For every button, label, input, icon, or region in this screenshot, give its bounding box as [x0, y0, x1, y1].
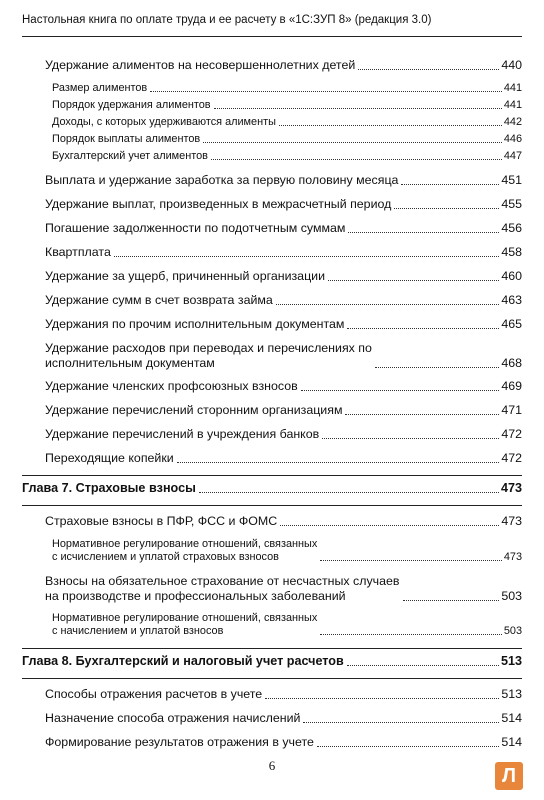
toc-section[interactable]	[22, 735, 522, 750]
toc-entry-title: Размер алиментов	[52, 82, 148, 94]
toc-subsection[interactable]	[22, 538, 522, 564]
dot-leader	[322, 438, 499, 439]
toc-entry-page: 472	[501, 427, 522, 441]
dot-leader	[345, 414, 499, 415]
toc-entry-page: 451	[501, 173, 522, 187]
toc-section[interactable]	[22, 221, 522, 236]
toc-entry-page: 473	[503, 551, 522, 563]
toc-section[interactable]	[22, 574, 522, 604]
toc-entry-title: Бухгалтерский учет алиментов	[52, 150, 208, 162]
toc-subsection[interactable]	[22, 116, 522, 129]
toc-entry-title: Удержание перечислений сторонним организациям	[45, 403, 343, 417]
dot-leader	[348, 232, 499, 233]
dot-leader	[211, 159, 502, 160]
toc-entry-title: Удержание перечислений в учреждения банков	[45, 427, 320, 441]
toc-entry-title: Порядок выплаты алиментов	[52, 133, 201, 145]
toc-entry-page: 469	[501, 379, 522, 393]
toc-entry-page: 447	[503, 150, 522, 162]
toc-entry-page: 441	[503, 99, 522, 111]
header-rule	[22, 36, 522, 37]
toc-subsection[interactable]	[22, 612, 522, 638]
toc-entry-page: 446	[503, 133, 522, 145]
dot-leader	[279, 125, 502, 126]
dot-leader	[114, 256, 499, 257]
toc-section[interactable]	[22, 173, 522, 188]
dot-leader	[401, 184, 499, 185]
toc-entry-page: 440	[501, 58, 522, 72]
dot-leader	[320, 560, 502, 561]
toc-entry-title: Переходящие копейки	[45, 451, 174, 465]
toc-entry-page: 514	[501, 735, 522, 749]
toc-entry-title: Глава 7. Страховые взносы	[22, 481, 196, 495]
dot-leader	[375, 367, 499, 368]
dot-leader	[276, 304, 500, 305]
toc-entry-title: Доходы, с которых удерживаются алименты	[52, 116, 276, 128]
dot-leader	[199, 492, 499, 493]
toc-chapter[interactable]	[22, 475, 522, 506]
toc-entry-title: Удержание членских профсоюзных взносов	[45, 379, 298, 393]
toc-section[interactable]	[22, 317, 522, 332]
toc-entry-page: 514	[501, 711, 522, 725]
toc-entry-title: Нормативное регулирование отношений, связанных с начислением и уплатой взносов	[52, 612, 318, 637]
toc-subsection[interactable]	[22, 99, 522, 112]
dot-leader	[347, 328, 499, 329]
toc-subsection[interactable]	[22, 150, 522, 163]
toc-section[interactable]	[22, 293, 522, 308]
dot-leader	[280, 525, 499, 526]
toc-chapter[interactable]	[22, 648, 522, 679]
watermark-logo-icon: Л	[495, 762, 523, 790]
toc-entry-title: Погашение задолженности по подотчетным суммам	[45, 221, 346, 235]
dot-leader	[320, 634, 502, 635]
dot-leader	[150, 91, 502, 92]
toc-entry-page: 458	[501, 245, 522, 259]
toc-entry-title: Удержание выплат, произведенных в межрасчетный период	[45, 197, 392, 211]
toc-entry-page: 472	[501, 451, 522, 465]
toc-entry-title: Удержание за ущерб, причиненный организации	[45, 269, 326, 283]
dot-leader	[214, 108, 502, 109]
toc-entry-title: Страховые взносы в ПФР, ФСС и ФОМС	[45, 514, 278, 528]
dot-leader	[394, 208, 499, 209]
toc-entry-page: 441	[503, 82, 522, 94]
toc-section[interactable]	[22, 427, 522, 442]
toc-entry-page: 473	[501, 514, 522, 528]
toc-entry-title: Формирование результатов отражения в учете	[45, 735, 314, 749]
toc-entry-title: Удержание сумм в счет возврата займа	[45, 293, 273, 307]
toc-entry-page: 513	[500, 654, 522, 668]
toc-entry-title: Глава 8. Бухгалтерский и налоговый учет расчетов	[22, 654, 344, 668]
toc-entry-title: Взносы на обязательное страхование от несчастных случаев на производстве и профессиональных заболеваний	[45, 574, 400, 603]
page-number: 6	[268, 758, 276, 773]
dot-leader	[403, 600, 500, 601]
toc-section[interactable]	[22, 711, 522, 726]
toc-entry-title: Выплата и удержание заработка за первую половину месяца	[45, 173, 399, 187]
dot-leader	[177, 462, 500, 463]
toc-entry-page: 503	[501, 589, 522, 603]
dot-leader	[301, 390, 500, 391]
dot-leader	[347, 665, 499, 666]
toc-section[interactable]	[22, 403, 522, 418]
toc-entry-page: 442	[503, 116, 522, 128]
dot-leader	[328, 280, 499, 281]
toc-entry-title: Удержание расходов при переводах и перечислениях по исполнительным документам	[45, 341, 372, 370]
toc-section[interactable]	[22, 514, 522, 529]
running-header: Настольная книга по оплате труда и ее расчету в «1С:ЗУП 8» (редакция 3.0)	[22, 14, 432, 26]
toc-entry-title: Удержание алиментов на несовершеннолетних детей	[45, 58, 356, 72]
toc-entry-page: 473	[500, 481, 522, 495]
toc-entry-page: 460	[501, 269, 522, 283]
toc-entry-page: 513	[501, 687, 522, 701]
dot-leader	[203, 142, 502, 143]
table-of-contents	[22, 58, 522, 759]
dot-leader	[303, 722, 499, 723]
dot-leader	[358, 69, 499, 70]
toc-entry-title: Способы отражения расчетов в учете	[45, 687, 263, 701]
dot-leader	[317, 746, 499, 747]
toc-entry-title: Удержания по прочим исполнительным документам	[45, 317, 345, 331]
toc-section[interactable]	[22, 245, 522, 260]
toc-subsection[interactable]	[22, 133, 522, 146]
toc-section[interactable]	[22, 687, 522, 702]
toc-section[interactable]	[22, 451, 522, 466]
toc-entry-page: 463	[501, 293, 522, 307]
toc-entry-title: Назначение способа отражения начислений	[45, 711, 301, 725]
toc-entry-title: Квартплата	[45, 245, 111, 259]
toc-section[interactable]	[22, 197, 522, 212]
toc-entry-page: 456	[501, 221, 522, 235]
toc-section[interactable]	[22, 341, 522, 371]
toc-section[interactable]	[22, 379, 522, 394]
toc-entry-page: 465	[501, 317, 522, 331]
toc-section[interactable]	[22, 58, 522, 73]
toc-subsection[interactable]	[22, 82, 522, 95]
toc-entry-page: 455	[501, 197, 522, 211]
toc-entry-page: 471	[501, 403, 522, 417]
toc-entry-page: 503	[503, 625, 522, 637]
toc-entry-page: 468	[501, 356, 522, 370]
toc-entry-title: Нормативное регулирование отношений, связанных с исчислением и уплатой страховых взносов	[52, 538, 318, 563]
toc-section[interactable]	[22, 269, 522, 284]
toc-entry-title: Порядок удержания алиментов	[52, 99, 211, 111]
dot-leader	[265, 698, 499, 699]
